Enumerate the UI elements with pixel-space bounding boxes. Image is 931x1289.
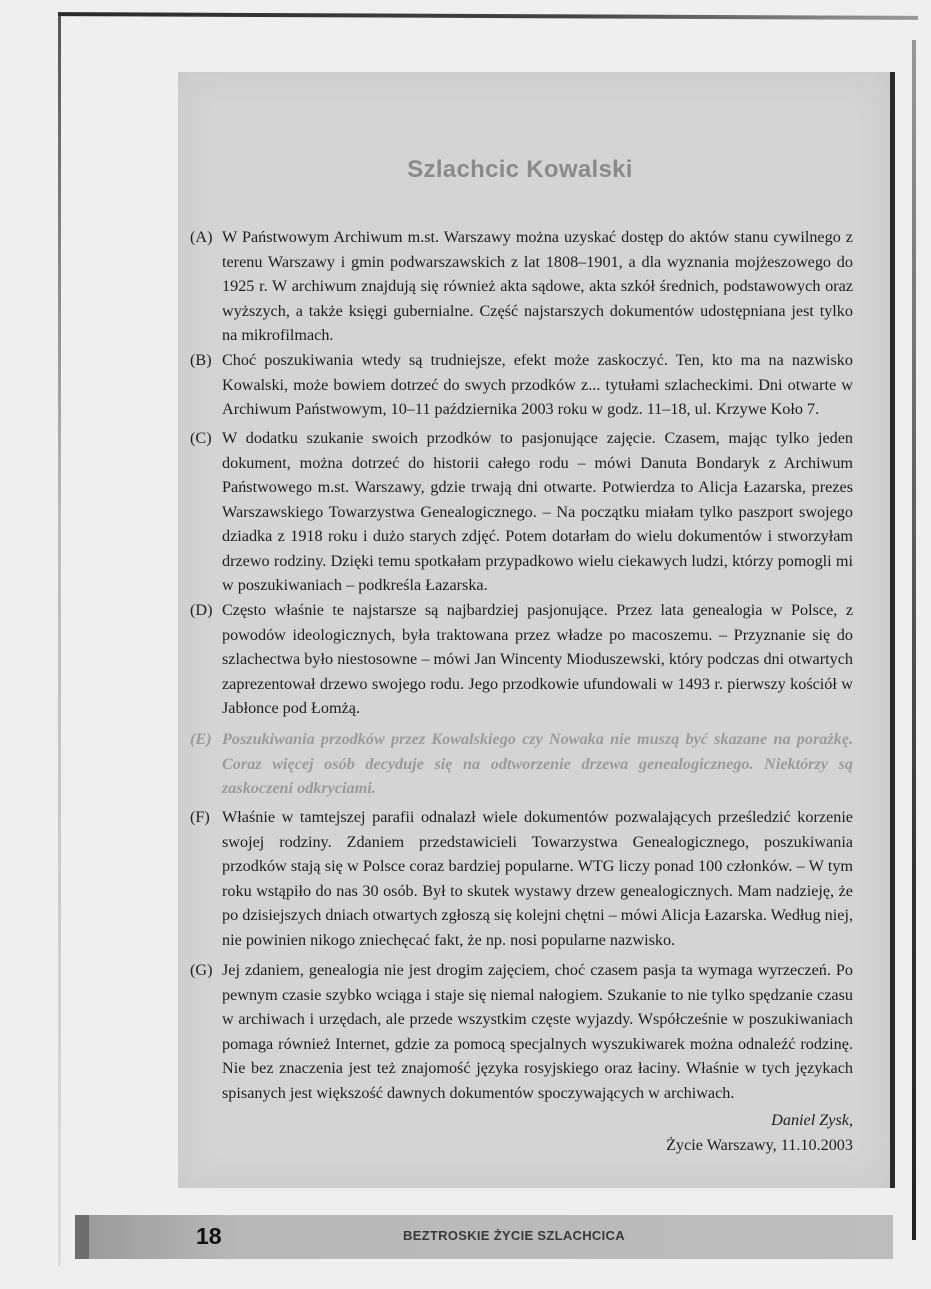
source-citation: Życie Warszawy, 11.10.2003 [666,1135,853,1154]
section-letter: (F) [190,808,210,826]
footer-bar-accent [75,1215,89,1259]
section-e [190,727,853,801]
section-text: Właśnie w tamtejszej parafii odnalazł wiele dokumentów pozwalających prześledzić korzenie swojej rodziny. Zdaniem przedstawicieli Towarzystwa Genealogicznego, poszukiwania przodków stają się w Polsce coraz bardziej popularne. WTG liczy ponad 100 członków. – W tym roku wstąpiło do nas 30 osób. Był to skutek wystawy drzew genealogicznych. Mam nadzieję, że po dzisiejszych dniach otwartych zgłoszą się kolejni chętni – mówi Alicja Łazarska. Według niej, nie powinien nikogo zniechęcać fakt, że np. nosi popularne nazwisko. [222,808,853,949]
section-b [190,348,853,422]
section-g [190,958,853,1105]
author-name: Daniel Zysk, [771,1111,853,1129]
section-text: W dodatku szukanie swoich przodków to pasjonujące zajęcie. Czasem, mając tylko jeden dokument, można dotrzeć do historii całego rodu – mówi Danuta Bondaryk z Archiwum Państwowego m.st. Warszawy, gdzie trwają dni otwarte. Potwierdza to Alicja Łazarska, prezes Warszawskiego Towarzystwa Genealogicznego. – Na początku miałam tylko paszport swojego dziadka z 1918 roku i dużo starych zdjęć. Potem dotarłam do wielu dokumentów i stworzyłam drzewo rodziny. Dzięki temu spotkałam przypadkowo wielu ciekawych ludzi, którzy pomogli mi w poszukiwaniach – podkreśla Łazarska. [222,429,853,594]
section-text: W Państwowym Archiwum m.st. Warszawy można uzyskać dostęp do aktów stanu cywilnego z terenu Warszawy i gmin podwarszawskich z lat 1808–1901, a dla wyznania mojżeszowego do 1925 r. W archiwum znajdują się również akta sądowe, akta szkół średnich, podstawowych oraz wyższych, a także księgi gubernialne. Część najstarszych dokumentów udostępniana jest tylko na mikrofilmach. [222,228,853,344]
section-letter: (D) [190,601,213,619]
section-c [190,426,853,598]
section-text: Poszukiwania przodków przez Kowalskiego czy Nowaka nie muszą być skazane na porażkę. Coraz więcej osób decyduje się na odtworzenie drzewa genealogicznego. Niektórzy są zaskoczeni odkryciami. [222,730,853,797]
section-f [190,805,853,952]
running-footer-title: BEZTROSKIE ŻYCIE SZLACHCICA [403,1228,625,1243]
section-text: Choć poszukiwania wtedy są trudniejsze, efekt może zaskoczyć. Ten, kto ma na nazwisko Kowalski, może bowiem dotrzeć do swych przodków z... tytułami szlacheckimi. Dni otwarte w Archiwum Państwowym, 10–11 października 2003 roku w godz. 11–18, ul. Krzywe Koło 7. [222,351,853,418]
section-letter: (B) [190,351,212,369]
section-text: Jej zdaniem, genealogia nie jest drogim zajęciem, choć czasem pasja ta wymaga wyrzeczeń. Po pewnym czasie szybko wciąga i staje się niemal nałogiem. Szukanie to nie tylko spędzanie czasu w archiwach i urzędach, ale przede wszystkim częste wyjazdy. Współcześnie w poszukiwaniach pomaga również Internet, gdzie za pomocą specjalnych wyszukiwarek można odnaleźć rodzinę. Nie bez znaczenia jest też znajomość języka rosyjskiego oraz łaciny. Właśnie w tych językach spisanych jest większość dawnych dokumentów spoczywających w archiwach. [222,961,853,1102]
section-letter: (G) [190,961,213,979]
section-letter: (A) [190,228,213,246]
scan-border-right [912,40,916,1240]
section-a [190,225,853,348]
signature [560,1108,853,1157]
page-number: 18 [196,1223,222,1249]
section-text: Często właśnie te najstarsze są najbardziej pasjonujące. Przez lata genealogia w Polsce, z powodów ideologicznych, była traktowana przez władze po macoszemu. – Przyznanie się do szlachectwa było niestosowne – mówi Jan Wincenty Mioduszewski, który podczas dni otwartych zaprezentował drzewo swojego rodu. Jego przodkowie ufundowali w 1493 r. pierwszy kościół w Jabłonce pod Łomżą. [222,601,853,717]
section-letter: (C) [190,429,212,447]
section-d [190,598,853,721]
scan-border-top [58,12,918,20]
section-letter: (E) [190,730,212,748]
scan-border-left [58,16,61,1266]
article-title: Szlachcic Kowalski [407,156,633,183]
